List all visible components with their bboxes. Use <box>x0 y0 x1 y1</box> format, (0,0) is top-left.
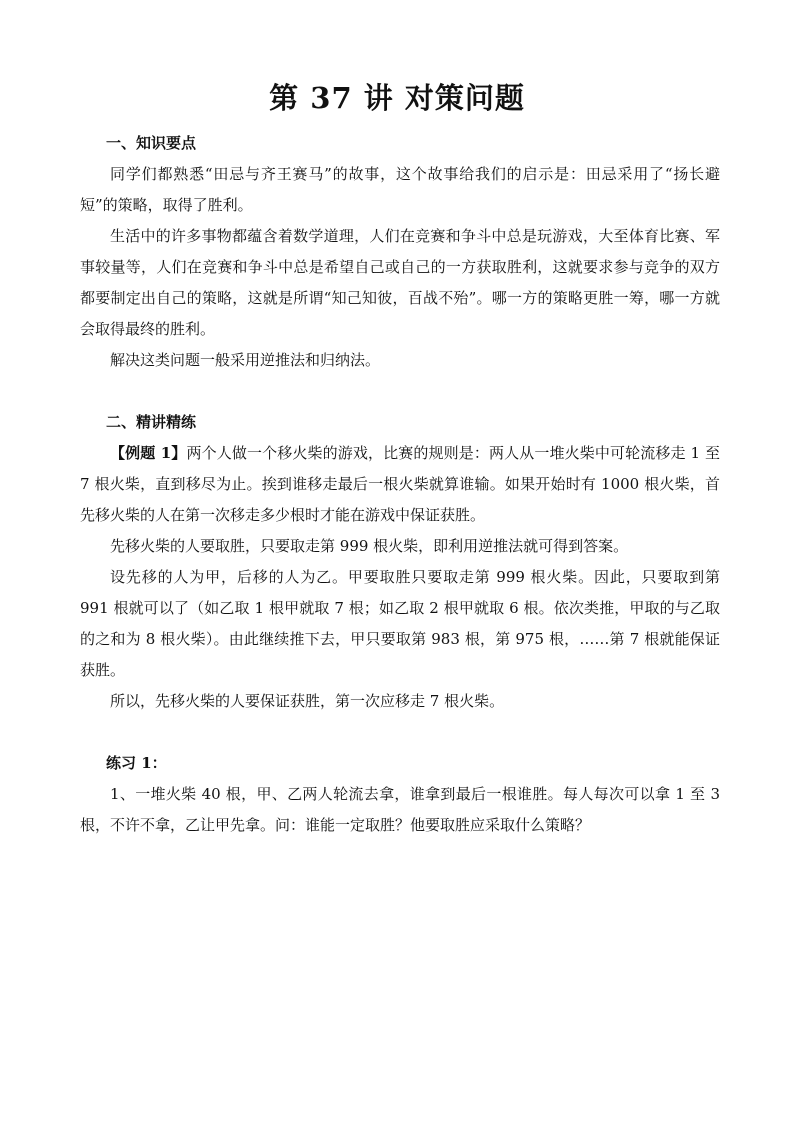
paragraph: 设先移的人为甲，后移的人为乙。甲要取胜只要取走第 999 根火柴。因此，只要取到第 991 根就可以了（如乙取 1 根甲就取 7 根；如乙取 2 根甲就取 6 根。依次类推，甲取的与乙取的之和为 8 根火柴）。由此继续推下去，甲只要取第 983 根，第 975 根，……第 7 根就能保证获胜。 <box>80 568 720 679</box>
example-tag: 【例题 1】 <box>110 444 187 462</box>
example-text: 两个人做一个移火柴的游戏，比赛的规则是：两人从一堆火柴中可轮流移走 1 至 7 根火柴，直到移尽为止。挨到谁移走最后一根火柴就算谁输。如果开始时有 1000 根火柴，首先移火柴的人在第一次移走多少根时才能在游戏中保证获胜。 <box>80 444 720 524</box>
paragraph: 所以，先移火柴的人要保证获胜，第一次应移走 7 根火柴。 <box>110 692 505 710</box>
section-heading-practice: 二、精讲精练 <box>106 413 197 431</box>
spacer <box>80 717 720 748</box>
paragraph: 生活中的许多事物都蕴含着数学道理，人们在竞赛和争斗中总是玩游戏，大至体育比赛、军事较量等，人们在竞赛和争斗中总是希望自己或自己的一方获取胜利，这就要求参与竞争的双方都要制定出自己的策略，这就是所谓“知己知彼，百战不殆”。哪一方的策略更胜一筹，哪一方就会取得最终的胜利。 <box>80 227 720 338</box>
spacer <box>80 376 720 407</box>
paragraph: 同学们都熟悉“田忌与齐王赛马”的故事，这个故事给我们的启示是：田忌采用了“扬长避短”的策略，取得了胜利。 <box>80 165 720 214</box>
exercise-text: 1、一堆火柴 40 根，甲、乙两人轮流去拿，谁拿到最后一根谁胜。每人每次可以拿 1 至 3 根，不许不拿，乙让甲先拿。问：谁能一定取胜？他要取胜应采取什么策略？ <box>80 785 720 834</box>
example-paragraph <box>80 438 720 531</box>
page-title: 第 37 讲 对策问题 <box>269 81 525 115</box>
document-body <box>80 128 720 841</box>
section-heading-knowledge: 一、知识要点 <box>106 134 197 152</box>
paragraph: 先移火柴的人要取胜，只要取走第 999 根火柴，即利用逆推法就可得到答案。 <box>110 537 629 555</box>
exercise-heading: 练习 1： <box>106 754 167 772</box>
paragraph: 解决这类问题一般采用逆推法和归纳法。 <box>110 351 381 369</box>
